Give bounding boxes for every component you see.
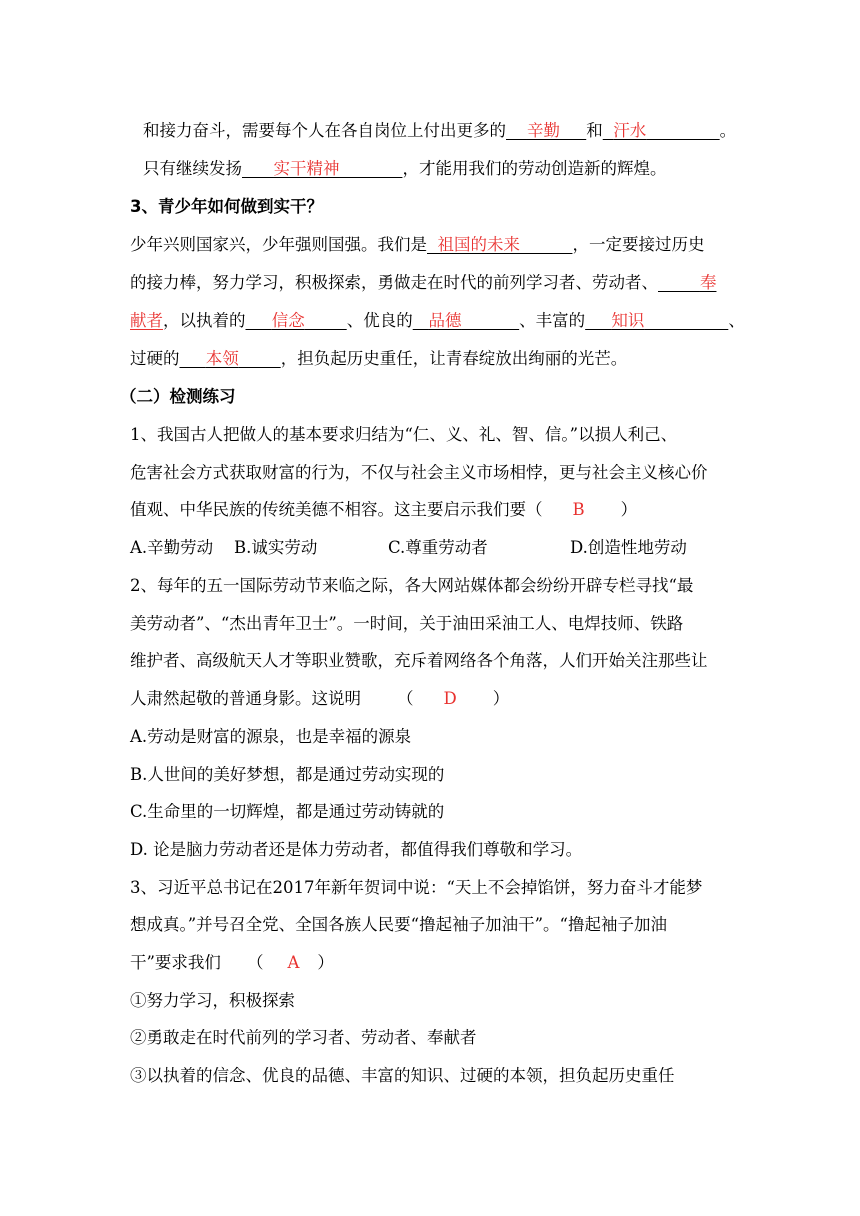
answer-blank: 汗水 xyxy=(613,121,647,140)
answer-blank: 辛勤 xyxy=(526,121,560,140)
option: B.人世间的美好梦想，都是通过劳动实现的 xyxy=(130,765,445,784)
answer-blank: 实干精神 xyxy=(273,159,340,178)
answer-blank: 祖国的未来 xyxy=(437,235,520,254)
answer-blank: 奉 xyxy=(699,273,717,292)
answer-blank: 信念 xyxy=(271,311,305,330)
answer-blank: 知识 xyxy=(611,311,645,330)
option: D. 论是脑力劳动者还是体力劳动者，都值得我们尊敬和学习。 xyxy=(130,840,583,859)
option: A.辛勤劳动 xyxy=(130,538,214,557)
option: B.诚实劳动 xyxy=(234,538,318,557)
question-1-line: 1、我国古人把做人的基本要求归结为“仁、义、礼、智、信。”以损人利己、 xyxy=(130,425,678,444)
option: A.劳动是财富的源泉，也是幸福的源泉 xyxy=(130,727,412,746)
answer-mark: A xyxy=(287,953,300,972)
section-heading: 3、青少年如何做到实干？ xyxy=(130,197,323,216)
paragraph-line: 和接力奋斗，需要每个人在各自岗位上付出更多的 辛勤 和 汗水 。 xyxy=(143,121,737,140)
answer-mark: D xyxy=(443,689,457,708)
section-heading: （二）检测练习 xyxy=(120,387,236,406)
list-item: ③以执着的信念、优良的品德、丰富的知识、过硬的本领，担负起历史重任 xyxy=(130,1066,675,1085)
question-2-line: 维护者、高级航天人才等职业赞歌，充斥着网络各个角落，人们开始关注那些让 xyxy=(130,651,708,670)
paragraph-line: 献者，以执着的 信念 、优良的 品德 、丰富的 知识 、 xyxy=(130,311,745,330)
answer-blank: 品德 xyxy=(428,311,462,330)
paragraph-line: 过硬的 本领 ，担负起历史重任，让青春绽放出绚丽的光芒。 xyxy=(130,349,628,368)
list-item: ②勇敢走在时代前列的学习者、劳动者、奉献者 xyxy=(130,1028,477,1047)
options-row xyxy=(130,535,687,561)
question-2-line: 美劳动者”、“杰出青年卫士”。一时间，关于油田采油工人、电焊技师、铁路 xyxy=(130,614,684,633)
question-3-line: 想成真。”并号召全党、全国各族人民要“撸起袖子加油干”。“撸起袖子加油 xyxy=(130,915,667,934)
list-item: ①努力学习，积极探索 xyxy=(130,991,295,1010)
paragraph-line: 的接力棒，努力学习，积极探索，勇做走在时代的前列学习者、劳动者、 奉 xyxy=(130,273,717,292)
question-3-line: 干”要求我们 （ A ） xyxy=(130,953,334,972)
option: C.生命里的一切辉煌，都是通过劳动铸就的 xyxy=(130,802,445,821)
answer-mark: B xyxy=(572,500,585,519)
question-2-line: 2、每年的五一国际劳动节来临之际，各大网站媒体都会纷纷开辟专栏寻找“最 xyxy=(130,576,694,595)
answer-blank: 本领 xyxy=(205,349,239,368)
question-3-line: 3、习近平总书记在2017年新年贺词中说：“天上不会掉馅饼，努力奋斗才能梦 xyxy=(130,878,703,897)
question-1-line: 危害社会方式获取财富的行为，不仅与社会主义市场相悖，更与社会主义核心价 xyxy=(130,463,708,482)
option: C.尊重劳动者 xyxy=(388,538,488,557)
question-2-line: 人肃然起敬的普通身影。这说明 （ D ） xyxy=(130,689,510,708)
paragraph-line: 只有继续发扬 实干精神 ，才能用我们的劳动创造新的辉煌。 xyxy=(143,159,667,178)
question-1-line: 值观、中华民族的传统美德不相容。这主要启示我们要（ B ） xyxy=(130,500,638,519)
option: D.创造性地劳动 xyxy=(570,538,687,557)
paragraph-line: 少年兴则国家兴，少年强则国强。我们是 祖国的未来 ，一定要接过历史 xyxy=(130,235,705,254)
